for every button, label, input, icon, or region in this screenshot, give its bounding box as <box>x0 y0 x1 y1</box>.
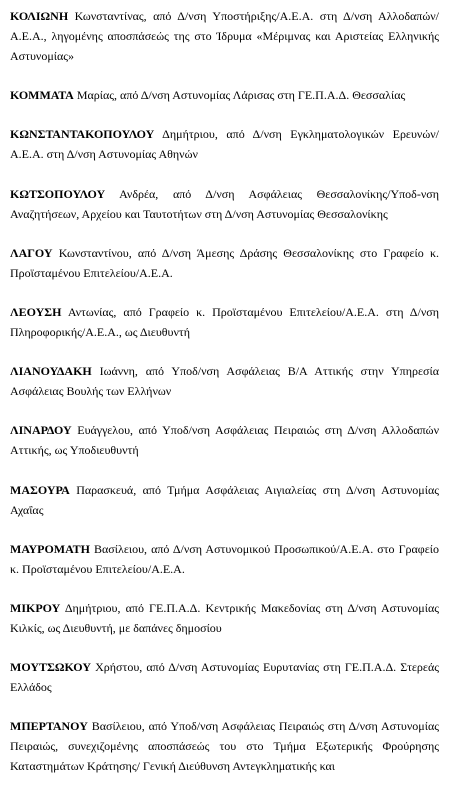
entry-surname: ΛΑΓΟΥ <box>10 245 53 260</box>
entry-text: Δημήτριου, από Δ/νση Εγκληματολογικών Ερευνών/Α.Ε.Α. στη Δ/νση Αστυνομίας Αθηνών <box>10 127 440 162</box>
entry-text: Βασίλειου, από Υποδ/νση Ασφάλειας Πειραιώς στη Δ/νση Αστυνομίας Πειραιώς, συνεχιζομένης αποσπάσεώς του στο Τμήμα Εξωτερικής Φρούρησης Καταστημάτων Κράτησης/ Γενική Διεύθυνση Αντεγκληματικής και <box>10 719 440 774</box>
transfer-entry <box>10 657 439 697</box>
entry-text: Παρασκευά, από Τμήμα Ασφάλειας Αιγιαλείας στη Δ/νση Αστυνομίας Αχαΐας <box>10 482 440 517</box>
entry-text: Δημήτριου, από ΓΕ.Π.Α.Δ. Κεντρικής Μακεδονίας στη Δ/νση Αστυνομίας Κιλκίς, ως Διευθυντή, με δαπάνες δημοσίου <box>10 600 440 635</box>
entry-text: Αντωνίας, από Γραφείο κ. Προϊσταμένου Επιτελείου/Α.Ε.Α. στη Δ/νση Πληροφορικής/Α.Ε.Α., ως Διευθυντή <box>10 304 440 339</box>
transfer-entry <box>10 598 439 638</box>
transfer-entry <box>10 420 439 460</box>
entry-surname: ΛΕΟΥΣΗ <box>10 304 62 319</box>
document-page <box>10 6 439 776</box>
entry-text: Ευάγγελου, από Υποδ/νση Ασφάλειας Πειραιώς στη Δ/νση Αλλοδαπών Αττικής, ως Υποδιευθυντή <box>10 423 440 458</box>
entry-surname: ΜΑΥΡΟΜΑΤΗ <box>10 541 90 556</box>
transfer-entry <box>10 361 439 401</box>
entry-text: Ιωάννη, από Υποδ/νση Ασφάλειας Β/Α Αττικής στην Υπηρεσία Ασφάλειας Βουλής των Ελλήνων <box>10 364 439 399</box>
transfer-entry <box>10 302 439 342</box>
transfer-entry <box>10 716 439 776</box>
entry-text: Μαρίας, από Δ/νση Αστυνομίας Λάρισας στη ΓΕ.Π.Α.Δ. Θεσσαλίας <box>76 88 406 103</box>
entry-text: Κωνσταντίνου, από Δ/νση Άμεσης Δράσης Θεσσαλονίκης στο Γραφείο κ. Προϊσταμένου Επιτελείου/Α.Ε.Α. <box>10 245 440 280</box>
transfer-entry <box>10 124 439 164</box>
transfer-entry <box>10 480 439 520</box>
transfer-entry <box>10 6 439 66</box>
entry-surname: ΜΙΚΡΟΥ <box>10 600 61 615</box>
entry-text: Κωνσταντίνας, από Δ/νση Υποστήριξης/Α.Ε.Α. στη Δ/νση Αλλοδαπών/Α.Ε.Α., ληγομένης αποσπάσεώς της στο Ίδρυμα «Μέριμνας και Αριστείας Ελληνικής Αστυνομίας» <box>10 9 440 63</box>
entry-surname: ΜΟΥΤΣΩΚΟΥ <box>10 660 91 675</box>
transfer-entry <box>10 539 439 579</box>
entry-surname: ΚΟΜΜΑΤΑ <box>10 88 74 103</box>
entry-surname: ΛΙΑΝΟΥΔΑΚΗ <box>10 364 92 379</box>
transfer-entry <box>10 85 439 105</box>
entry-text: Βασίλειου, από Δ/νση Αστυνομικού Προσωπικού/Α.Ε.Α. στο Γραφείο κ. Προϊσταμένου Επιτελείου/Α.Ε.Α. <box>10 541 440 576</box>
entry-text: Χρήστου, από Δ/νση Αστυνομίας Ευρυτανίας στη ΓΕ.Π.Α.Δ. Στερεάς Ελλάδος <box>10 660 439 695</box>
transfer-entry <box>10 243 439 283</box>
entry-surname: ΛΙΝΑΡΔΟΥ <box>10 423 72 438</box>
entry-surname: ΚΩΝΣΤΑΝΤΑΚΟΠΟΥΛΟΥ <box>10 127 155 142</box>
entry-surname: ΚΩΤΣΟΠΟΥΛΟΥ <box>10 186 106 201</box>
entry-surname: ΜΑΣΟΥΡΑ <box>10 482 70 497</box>
transfer-entry <box>10 184 439 224</box>
entry-surname: ΚΟΛΙΩΝΗ <box>10 9 69 23</box>
entry-surname: ΜΠΕΡΤΑΝΟΥ <box>10 719 88 734</box>
entry-text: Ανδρέα, από Δ/νση Ασφάλειας Θεσσαλονίκης/Υποδ-νση Αναζητήσεων, Αρχείου και Ταυτοτήτων στη Δ/νση Αστυνομίας Θεσσαλονίκης <box>10 186 439 221</box>
